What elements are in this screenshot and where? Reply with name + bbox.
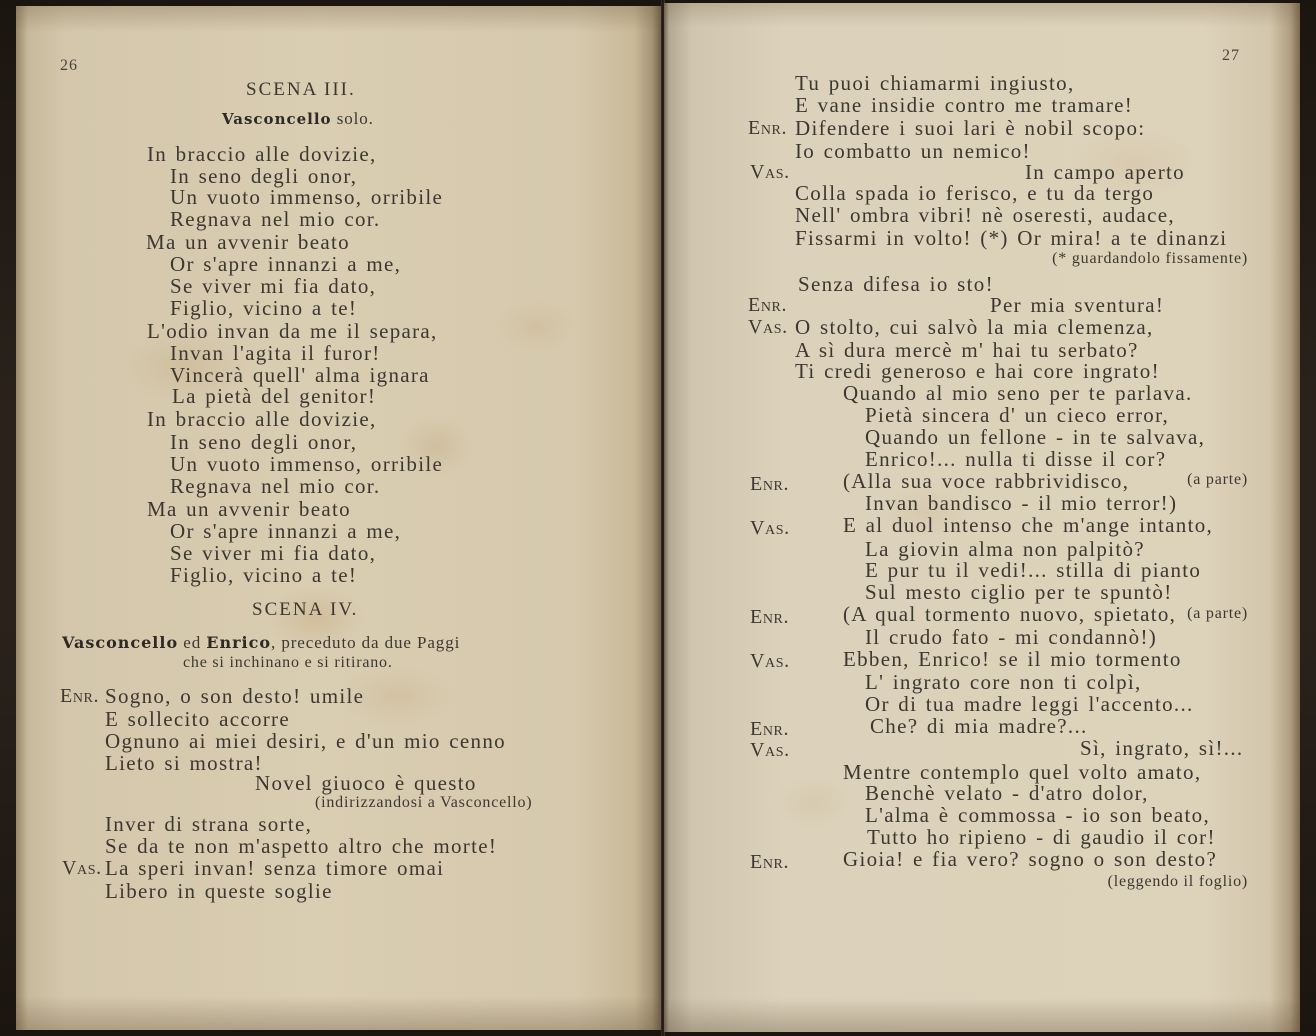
scene-cast xyxy=(222,109,374,129)
speaker-label: Vas. xyxy=(750,161,790,183)
verse-line: Se da te non m'aspetto altro che morte! xyxy=(105,834,498,858)
verse-line: In seno degli onor, xyxy=(170,430,358,454)
speaker-label: Vas. xyxy=(748,316,788,338)
verse-line: La speri invan! senza timore omai xyxy=(105,856,445,880)
scene-heading: SCENA III. xyxy=(246,79,356,100)
verse-line: Senza difesa io sto! xyxy=(798,272,994,296)
character-name: Enrico xyxy=(206,633,272,652)
speaker-label: Enr. xyxy=(750,851,790,873)
verse-line: Mentre contemplo quel volto amato, xyxy=(843,760,1202,784)
verse-line: Ma un avvenir beato xyxy=(147,497,351,521)
verse-line: Quando al mio seno per te parlava. xyxy=(843,381,1193,405)
speaker-label: Vas. xyxy=(750,739,790,761)
verse-line: E al duol intenso che m'ange intanto, xyxy=(843,513,1214,537)
verse-line: Libero in queste soglie xyxy=(105,879,333,903)
speaker-label: Enr. xyxy=(750,606,790,628)
verse-line: Quando un fellone - in te salvava, xyxy=(865,425,1206,449)
verse-line: Un vuoto immenso, orribile xyxy=(170,452,444,476)
speaker-label: Vas. xyxy=(750,650,790,672)
verse-line: In braccio alle dovizie, xyxy=(147,407,377,431)
scene-cast-connector: ed xyxy=(183,633,202,652)
speaker-label: Vas. xyxy=(750,517,790,539)
verse-line: Or s'apre innanzi a me, xyxy=(170,252,402,276)
verse-line: Ti credi generoso e hai core ingrato! xyxy=(795,359,1160,383)
speaker-label: Enr. xyxy=(748,294,788,316)
verse-line: Tutto ho ripieno - di gaudio il cor! xyxy=(867,825,1216,849)
verse-line: Difendere i suoi lari è nobil scopo: xyxy=(795,116,1146,140)
scene-cast xyxy=(62,633,460,653)
verse-line: Regnava nel mio cor. xyxy=(170,207,381,231)
verse-line: Novel giuoco è questo xyxy=(255,771,477,795)
stage-direction: solo. xyxy=(336,109,374,128)
verse-line: (A qual tormento nuovo, spietato, xyxy=(843,602,1177,626)
verse-line: Colla spada io ferisco, e tu da tergo xyxy=(795,181,1155,205)
verse-line: Invan l'agita il furor! xyxy=(170,341,381,365)
verse-line: Io combatto un nemico! xyxy=(795,139,1031,163)
verse-line: Un vuoto immenso, orribile xyxy=(170,185,444,209)
verse-line: Lieto si mostra! xyxy=(105,751,263,775)
verse-line: L' ingrato core non ti colpì, xyxy=(865,670,1142,694)
verse-line: E pur tu il vedi!... stilla di pianto xyxy=(865,558,1202,582)
verse-line: A sì dura mercè m' hai tu serbato? xyxy=(795,338,1139,362)
verse-line: L'alma è commossa - io son beato, xyxy=(865,803,1211,827)
verse-line: Or di tua madre leggi l'accento... xyxy=(865,692,1194,716)
stage-direction: (leggendo il foglio) xyxy=(1107,873,1248,890)
verse-line: Pietà sincera d' un cieco error, xyxy=(865,403,1170,427)
verse-line: Ma un avvenir beato xyxy=(146,230,350,254)
verse-line: Or s'apre innanzi a me, xyxy=(170,519,402,543)
verse-line: (Alla sua voce rabbrividisco, xyxy=(843,469,1130,493)
verse-line: Gioia! e fia vero? sogno o son desto? xyxy=(843,847,1218,871)
stage-direction: che si inchinano e si ritirano. xyxy=(183,654,393,671)
verse-line: O stolto, cui salvò la mia clemenza, xyxy=(795,315,1154,339)
stage-direction: (a parte) xyxy=(1187,471,1248,488)
verse-line: Benchè velato - d'atro dolor, xyxy=(865,781,1149,805)
verse-line: Tu puoi chiamarmi ingiusto, xyxy=(795,71,1075,95)
verse-line: La pietà del genitor! xyxy=(172,384,377,408)
verse-line: Per mia sventura! xyxy=(990,293,1165,317)
speaker-label: Enr. xyxy=(748,117,788,139)
verse-line: Inver di strana sorte, xyxy=(105,812,313,836)
verse-line: E vane insidie contro me tramare! xyxy=(795,93,1134,117)
character-name: Vasconcello xyxy=(62,633,179,652)
stage-direction: (a parte) xyxy=(1187,605,1248,622)
verse-line: Vincerà quell' alma ignara xyxy=(170,363,430,387)
verse-line: E sollecito accorre xyxy=(105,707,290,731)
verse-line: Che? di mia madre?... xyxy=(870,714,1088,738)
verse-line: Enrico!... nulla ti disse il cor? xyxy=(865,447,1167,471)
verse-line: Fissarmi in volto! (*) Or mira! a te dinanzi xyxy=(795,226,1228,250)
verse-line: Figlio, vicino a te! xyxy=(170,563,358,587)
verse-line: Sì, ingrato, sì!... xyxy=(1080,736,1244,760)
verse-line: In braccio alle dovizie, xyxy=(147,142,377,166)
stage-direction: (indirizzandosi a Vasconcello) xyxy=(315,794,533,811)
speaker-label: Enr. xyxy=(60,685,100,707)
verse-line: In seno degli onor, xyxy=(170,164,358,188)
page-number: 26 xyxy=(60,57,78,74)
scene-heading: SCENA IV. xyxy=(252,599,359,620)
verse-line: Sogno, o son desto! umile xyxy=(105,684,365,708)
verse-line: Regnava nel mio cor. xyxy=(170,474,381,498)
verse-line: Invan bandisco - il mio terror!) xyxy=(865,491,1178,515)
verse-line: Ognuno ai miei desiri, e d'un mio cenno xyxy=(105,729,506,753)
speaker-label: Enr. xyxy=(750,473,790,495)
verse-line: L'odio invan da me il separa, xyxy=(147,319,438,343)
character-name: Vasconcello xyxy=(222,110,332,128)
speaker-label: Enr. xyxy=(750,718,790,740)
verse-line: Se viver mi fia dato, xyxy=(170,274,377,298)
right-page xyxy=(664,3,1300,1032)
stage-direction: (* guardandolo fissamente) xyxy=(1052,250,1248,267)
verse-line: Nell' ombra vibri! nè oseresti, audace, xyxy=(795,203,1175,227)
verse-line: Il crudo fato - mi condannò!) xyxy=(865,625,1158,649)
left-page xyxy=(16,6,664,1030)
verse-line: In campo aperto xyxy=(1025,160,1185,184)
stage-direction: , preceduto da due Paggi xyxy=(271,633,461,652)
speaker-label: Vas. xyxy=(62,857,102,879)
verse-line: Figlio, vicino a te! xyxy=(170,296,358,320)
verse-line: La giovin alma non palpitò? xyxy=(865,537,1145,561)
verse-line: Ebben, Enrico! se il mio tormento xyxy=(843,647,1182,671)
verse-line: Sul mesto ciglio per te spuntò! xyxy=(865,580,1173,604)
verse-line: Se viver mi fia dato, xyxy=(170,541,377,565)
page-number: 27 xyxy=(1222,47,1240,64)
